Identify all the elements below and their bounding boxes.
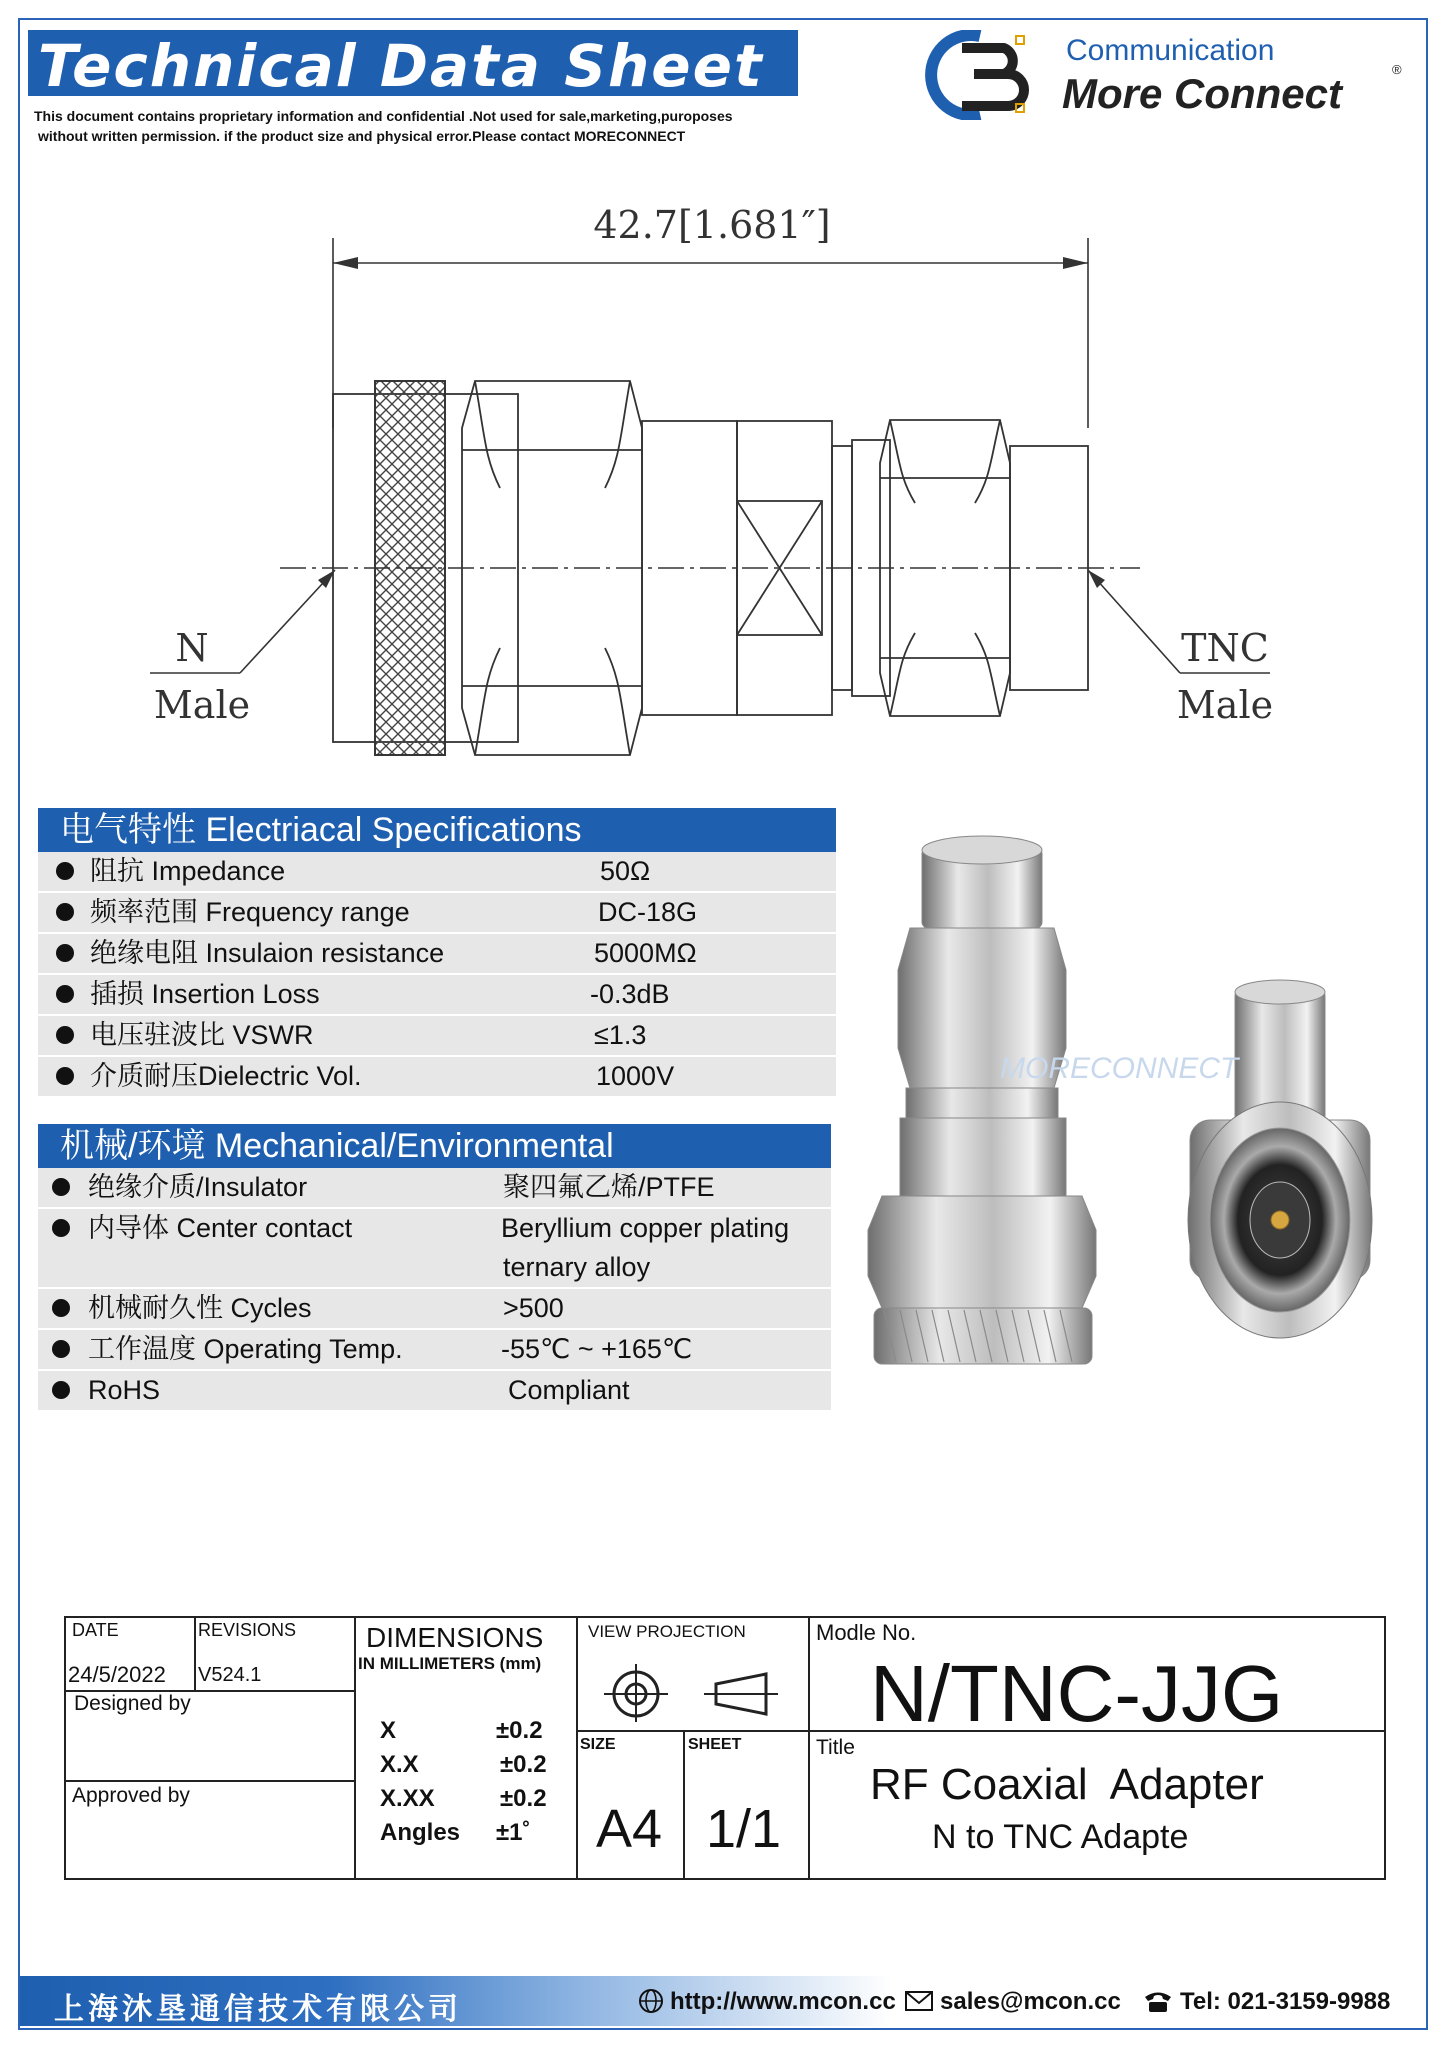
disclaimer-line-2: without written permission. if the product size and physical error.Please contact MORECONNECT [38,128,686,144]
revisions-label: REVISIONS [198,1620,297,1640]
spec-label: RoHS [88,1375,161,1405]
spec-row-cycles [38,1289,831,1330]
spec-label: 阻抗 Impedance [90,856,286,886]
tolerance-name: X [380,1717,397,1744]
title-label: Title [816,1736,855,1759]
model-label: Modle No. [816,1620,917,1645]
revisions-value: V524.1 [198,1664,262,1686]
size-value: A4 [596,1799,663,1859]
spec-row-dielectric [38,1057,836,1098]
spec-value: 5000MΩ [594,938,697,968]
spec-value: >500 [503,1293,564,1323]
sheet-value: 1/1 [706,1799,782,1859]
globe-icon [638,1988,664,2014]
tolerance-names [380,1714,460,1850]
mail-icon [904,1988,934,2014]
spec-row-vswr [38,1016,836,1057]
phone-icon [1142,1988,1174,2014]
spec-row-impedance [38,852,836,893]
footer-website[interactable]: http://www.mcon.cc [670,1988,896,2015]
adapter-photo-1 [868,836,1096,1364]
left-connector-label: N [175,626,209,670]
tolerance-name: X.XX [380,1785,435,1812]
spec-row-insertion-loss [38,975,836,1016]
spec-value: 50Ω [600,856,651,886]
electrical-specs-list [38,852,836,1098]
right-connector-gender: Male [1176,683,1274,727]
spec-row-insulation-resistance [38,934,836,975]
disclaimer [34,106,814,146]
spec-label: 插损 Insertion Loss [90,979,320,1009]
leader-right [1088,570,1180,673]
spec-label: 绝缘电阻 Insulaion resistance [90,938,445,968]
spec-value: ≤1.3 [594,1020,647,1050]
spec-value: 1000V [596,1061,675,1091]
mechanical-specs-list [38,1168,831,1412]
disclaimer-line-1: This document contains proprietary information and confidential .Not used for sale,marketing,puroposes [34,108,733,124]
spec-label: 内导体 Center contact [88,1213,353,1243]
product-subtitle: N to TNC Adapte [932,1818,1189,1856]
overall-length: 42.7[1.681″] [593,203,831,247]
spec-row-frequency [38,893,836,934]
spec-row-center-contact [38,1209,831,1289]
size-label: SIZE [580,1736,616,1753]
right-connector-label: TNC [1181,626,1269,670]
spec-row-rohs [38,1371,831,1412]
view-projection-label: VIEW PROJECTION [588,1622,746,1641]
technical-drawing [140,188,1290,768]
leader-left [240,570,335,673]
electrical-specs-header: 电气特性 Electriacal Specifications [38,808,836,852]
spec-label: 介质耐压Dielectric Vol. [90,1061,362,1091]
spec-label: 机械耐久性 Cycles [88,1293,312,1323]
footer-bar [20,1976,1426,2026]
designed-by-label: Designed by [74,1692,191,1715]
left-connector-gender: Male [153,683,251,727]
spec-value-continued: ternary alloy [503,1252,651,1282]
spec-value: -55℃ ~ +165℃ [501,1334,693,1364]
brand-logo [918,30,1043,120]
spec-value: Beryllium copper plating [501,1213,790,1243]
spec-label: 绝缘介质/Insulator [88,1172,308,1202]
model-number: N/TNC-JJG [870,1649,1284,1738]
adapter-photo-2 [1188,980,1372,1338]
tolerance-value: ±0.2 [496,1717,543,1744]
footer-tel[interactable]: Tel: 021-3159-9988 [1180,1988,1391,2015]
spec-value: 聚四氟乙烯/PTFE [503,1172,715,1202]
projection-symbol [596,1662,796,1722]
spec-value: DC-18G [598,897,698,927]
tolerance-value: ±0.2 [500,1785,547,1812]
spec-label: 频率范围 Frequency range [90,897,410,927]
tolerance-name: X.X [380,1751,419,1778]
title-block [64,1616,1386,1880]
spec-label: 工作温度 Operating Temp. [88,1334,403,1364]
page-title: Technical Data Sheet [38,32,764,100]
approved-by-label: Approved by [72,1784,190,1807]
spec-value: -0.3dB [590,979,670,1009]
product-title: RF Coaxial Adapter [870,1760,1264,1809]
tolerance-name: Angles [380,1819,461,1846]
title-banner [28,30,798,100]
spec-value: Compliant [508,1375,630,1405]
dimensions-label: DIMENSIONS [366,1622,544,1653]
photo-watermark: MORECONNECT [1000,1052,1239,1085]
spec-row-insulator [38,1168,831,1209]
date-label: DATE [72,1620,119,1640]
sheet-label: SHEET [688,1736,742,1753]
date-value: 24/5/2022 [68,1662,166,1687]
dimensions-unit: IN MILLIMETERS (mm) [358,1654,542,1673]
brand-line-1: Communication [1066,34,1275,67]
spec-label: 电压驻波比 VSWR [90,1020,314,1050]
footer-email[interactable]: sales@mcon.cc [940,1988,1121,2015]
mechanical-specs-header: 机械/环境 Mechanical/Environmental [38,1124,831,1168]
spec-row-operating-temp [38,1330,831,1371]
product-photo [860,820,1420,1380]
tolerance-values [496,1714,547,1850]
registered-mark: ® [1392,62,1402,77]
brand-line-2: More Connect [1062,70,1343,117]
tolerance-value: ±1˚ [496,1819,531,1846]
tolerance-value: ±0.2 [500,1751,547,1778]
footer-company: 上海沐垦通信技术有限公司 [54,1993,462,2026]
